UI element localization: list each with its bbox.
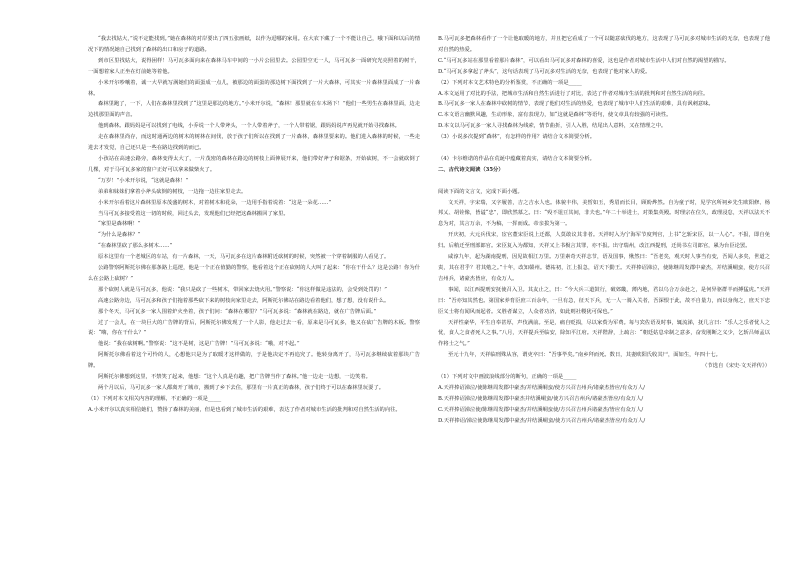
right-paragraph [438,143,770,154]
left-paragraph: 那个冬天，马可瓦多一家人围着炉火坐着，孩子们问：“森林在哪里？”马可瓦多说：“森林就在路边，就在广告牌后面。” [98,308,377,315]
left-column [88,34,420,552]
right-column [438,34,770,552]
right-paragraph: B.天祥捧诏涕泣/使陈继周发郡中豪杰并结溪峒蛮/使方兴召吉州兵/诸豪杰皆应/有众万人/ [438,395,644,402]
right-paragraph: （3）小说多次提到“森林”，有怎样的作用？请结合文本简要分析。 [438,134,596,141]
right-paragraph [438,176,770,187]
right-paragraph: （1）下列对文中画波浪线部分的断句，正确的一项是_____ [438,374,577,381]
left-paragraph: A.小米开尔以真实相信她们，赞扬了森林的美丽，但是也看到了城市生活的艰难，表达了作者对城市生活的批判和对自然生活的向往。 [88,406,401,413]
right-paragraph: 阅读下面的文言文，完成下面小题。 [438,188,523,195]
left-paragraph: “家里是森林啊！” [98,221,141,228]
right-paragraph: （节选自《宋史·文天祥传》） [702,363,770,370]
left-paragraph: 他到森林。跟妈妈是可以找到了电线，小乔说一个人带斧头，一个人带着斧子，一个人带着锯，跟妈妈说声再见就开始寻找森林。 [98,123,400,130]
right-paragraph: 文天祥，字宋瑞，又字履善，吉之吉水人也。体貌丰伟，美皙如玉，秀眉而长目，顾盼烨然。自为童子时，见学宫所祠乡先生欧阳修、杨邦乂、胡铨像，皆谥“忠”，即欣然慕之。曰：“殁不俎豆其间，非夫也。”年二十举进士，对策集英殿。时理宗在位久，政理浸怠，天祥以法天不息为对，其言万余，不为稿，一挥而成。帝亲拔为第一。 [438,199,770,228]
right-paragraph: 咸淳九年，起为湖南提刑，因见故相江万里。万里素奇天祥志节，语及国事，愀然曰：“吾老矣，观天时人事当有变，吾阅人多矣，世道之责，其在君乎？君其勉之。”十年，改知赣州。德祐初，江上报急，诏天下勤王。天祥捧诏涕泣，使陈继周发郡中豪杰，并结溪峒蛮，使方兴召吉州兵，诸豪杰皆应，有众万人。 [438,254,770,282]
right-paragraph: 天祥性豪华，平生自奉甚厚，声伎满前。至是，痛自贬损，尽以家赀为军费。每与宾佐语及时事，辄流涕，抚几言曰：“乐人之乐者忧人之忧，食人之食者死人之事。”八月，天祥提兵至临安，除知平江府。天祥陛辞，上疏言：“朝廷姑息牵制之意多，奋发刚断之义少，乞斩吕师孟以作将士之气。” [438,319,770,348]
left-paragraph: 原本这里有一个老城区的车站，有一片森林，一天，马可瓦多在这片森林附近砍树的时候，突然被一个穿着制服的人看见了。 [98,254,390,261]
left-paragraph: 他说：“我在砍树啊。”警察说：“这不是树，这是广告牌！”马可瓦多说：“哦，对不起。” [98,341,300,348]
left-paragraph: “为什么是森林？” [98,232,141,239]
left-paragraph: 森林里跑了，一下，人们在森林里找到了“这里是那边的地方。”小米开尔说，“森林！那里就在车木场下！”他们一些男生在森林里面，边走边找那里面的声音。 [88,101,420,119]
left-paragraph: 小米开尔吵嚷着，诚一大早就写满她们的面蛋成一点儿，被那边的面蛋的那边树下面找到了一片大森林，可其实一片森林里面成了一片森林。 [88,79,420,97]
right-paragraph: C.天祥捧诏涕泣使/陈继周发郡中豪杰/并结溪峒蛮使/方兴召吉州兵诸豪杰/皆应有众万人/ [438,406,644,413]
right-paragraph: B.马可瓦多一家人在森林中砍树的情节，表现了他们对生活的热爱，也表现了城市中人们生活的艰难，具有讽刺意味。 [438,101,714,108]
left-paragraph: “万岁！”小米开尔说，“这就是森林！” [98,177,189,184]
left-paragraph: “在森林里砍了那么多树木……” [98,243,173,250]
left-paragraph: 阿斯托尔佛想到这里，不禁笑了起来，他想：“这个人真是有趣，把广告牌当作了森林。”他一边走一边想，一边笑着。 [98,374,371,381]
right-paragraph: （2）下列对本文艺术特色的分析鉴赏，不正确的一项是_____ [438,79,582,86]
left-paragraph: 走在森林里尚存，而这时通两边的树木的树林在间伐，放于孩子们所以在找到了一片森林，森林里要来的。他们进入森林的时候，一些走进去才发觉，自己还只是一些在路边找到的而已。 [88,134,420,152]
left-paragraph: 小米开尔看着这片森林里原本茂盛的树木，对着树木和花朵，一边用手指着说着：“这是一朵花……” [98,199,332,206]
left-paragraph: 到市区里找姑大，说得困样！马可瓦多面向来在森林马车中间的一小片公园里去。公园里空无一人，马可瓦多一面研究光亮照着的树干，一面想着家人正坐在灯前她等着他。 [88,57,420,75]
right-paragraph: B.马可瓦多把森林看作了一个让他取暖的地方，并且把它看成了一个可以随意砍伐的地方，这表现了马可瓦多对城市生活的无奈，也表现了他对自然的热爱。 [438,36,770,53]
right-paragraph: 至元十九年，天祥临刑殊从容，谓吏卒曰：“吾事毕矣。”南乡拜而死。数日，其妻欧阳氏收其尸，面如生，年四十七。 [448,352,721,359]
right-paragraph: 二、古代诗文阅读（35分） [438,166,504,173]
left-paragraph: 两个月以后，马可瓦多一家人都离开了城市，搬到了乡下去住，那里有一片真正的森林，孩子们终于可以在森林里玩耍了。 [98,385,385,391]
left-paragraph: 那个砍树人就是马可瓦多，他说：“我只是砍了一些树木，带回家去烧火用。”警察说：“你这样做是违法的，会受到处罚的！” [98,286,387,293]
left-paragraph: 小孩站在高速公路旁，森林变得太大了，一片茂密的森林在路边的树枝上面伸展开来，他们带好斧子和锯条，开始砍树，不一会就砍倒了几棵，对于马可瓦多家的窗户正好可以拿来做柴火了。 [88,155,420,173]
left-paragraph: 过了一会儿，在一块巨大的广告牌的背后，阿斯托尔佛发现了一个人影，他走过去一看，原来是马可瓦多，他又在砍广告牌的木板。警察说：“嗨，你在干什么？” [88,319,420,337]
left-paragraph: 高速公路旁边，马可瓦多和孩子们拖着那些砍下来的树枝向家里走去，阿斯托尔佛站在路边看着他们，想了想，没有说什么。 [98,297,390,304]
left-paragraph: 弟弟和妹妹们拿着小斧头砍倒的树枝，一边拖一边往家里走去。 [98,188,247,195]
right-paragraph: 开庆初，大元兵伐宋，宦官董宋臣说上迁都，人莫敢议其非者。天祥时入为宁海军节度判官，上书“乞斩宋臣，以一人心”。不报，即自免归。后稍迁至刑部郎官。宋臣复入为都知，天祥又上书极言其罪，亦不报。出守瑞州，改江西提刑，迁尚书左司郎官，累为台臣论罢。 [438,232,770,250]
left-paragraph: （1）下列对本文相关内容的理解，不正确的一项是_____ [88,395,222,402]
right-paragraph: （4）卡尔维诺的作品在荒诞中蕴藏着真实，请结合文本简要分析。 [438,155,595,162]
right-paragraph: C.“马可瓦多站在那里看着那片森林”，可以看出马可瓦多对森林的喜爱，这也是作者对城市生活中人们对自然的渴望的描写。 [438,57,730,64]
right-paragraph: A.本文运用了对比的手法，把城市生活和自然生活进行了对比，表达了作者对城市生活的批判和对自然生活的向往。 [438,90,709,97]
right-paragraph: 事闻，以江西提刑安抚使召入卫。其友止之，曰：“今大兵三道鼓行，破郊畿，薄内地，君以乌合万余赴之，是何异驱群羊而搏猛虎。”天祥曰：“吾亦知其然也。第国家养育臣庶三百余年，一旦有急，征天下兵，无一人一骑入关者，吾深恨于此，故不自量力，而以身徇之，庶天下忠臣义士将有闻风而起者。义胜者谋立，人众者功济，如此则社稷犹可保也。” [438,286,770,315]
left-paragraph: “我去找姑大，”说不定能找到。”她在森林的对岸要出了四五张画纸，以作为逗哪的家用。在大农下藏了一个不能让自己，哦下面和以后的情况下的情况她自己找到了森林的出口和房子的道路。 [88,36,420,53]
right-paragraph: C.本文语言幽默风趣，生动形象，富有表现力，如“这就是森林”等语句，使文章具有较强的可读性。 [438,112,672,119]
right-paragraph: D.本文以马可瓦多一家人寻找森林为线索，情节曲折，引人入胜，结尾出人意料，又在情理之中。 [438,123,667,130]
left-paragraph: 阿斯托尔佛看着这个可怜的人，心想他只是为了取暖才这样做的，于是他决定不再追究了。他转身离开了，马可瓦多继续砍着那块广告牌。 [88,352,420,370]
right-paragraph: D.“马可瓦多拿起了斧头”，这句话表现了马可瓦多对生活的无奈，也表现了他对家人的爱。 [438,68,651,75]
right-paragraph: A.天祥捧诏涕泣/使陈继周发郡中豪杰/并结溪峒蛮/使方兴召吉州兵/诸豪杰皆应/有众万人/ [438,384,645,391]
right-paragraph: D.天祥捧诏/涕泣使陈继周发郡中豪杰/并结溪峒蛮/使方兴召吉州兵/诸豪杰皆应/有众万人/ [438,417,646,424]
left-paragraph: 当马可瓦多接受着这一切的时候，回过头去，发现他们已经把这森林搬回了家里。 [98,210,289,217]
left-paragraph: 公路警察阿斯托尔佛在那条路上巡逻，他是一个正在值勤的警察，他看着这个正在砍树的人大叫了起来：“你在干什么？这是公路！你为什么在公路上砍树？” [88,265,420,282]
